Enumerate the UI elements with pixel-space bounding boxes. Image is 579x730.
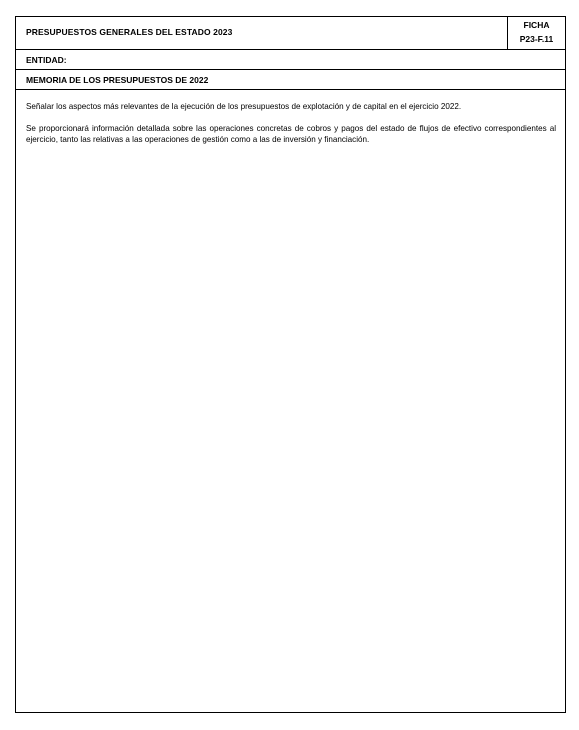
memoria-row bbox=[16, 70, 565, 90]
instruction-paragraph: Se proporcionará información detallada sobre las operaciones concretas de cobros y pagos del estado de flujos de efectivo correspondientes al ejercicio, tanto las relativas a las operaciones de gestión como a las de inversión y financiación. bbox=[26, 124, 556, 144]
budget-form bbox=[15, 16, 566, 713]
form-title: PRESUPUESTOS GENERALES DEL ESTADO 2023 bbox=[26, 27, 233, 37]
ficha-label: FICHA bbox=[523, 20, 550, 30]
entidad-label: ENTIDAD: bbox=[26, 55, 67, 65]
entidad-row bbox=[16, 50, 565, 70]
instruction-paragraph: Señalar los aspectos más relevantes de la ejecución de los presupuestos de explotación y de capital en el ejercicio 2022. bbox=[26, 102, 462, 111]
memoria-title: MEMORIA DE LOS PRESUPUESTOS DE 2022 bbox=[26, 75, 209, 85]
ficha-code: P23-F.11 bbox=[519, 34, 554, 44]
memoria-content bbox=[26, 101, 556, 156]
ficha-box bbox=[507, 17, 565, 49]
form-header bbox=[16, 17, 565, 50]
